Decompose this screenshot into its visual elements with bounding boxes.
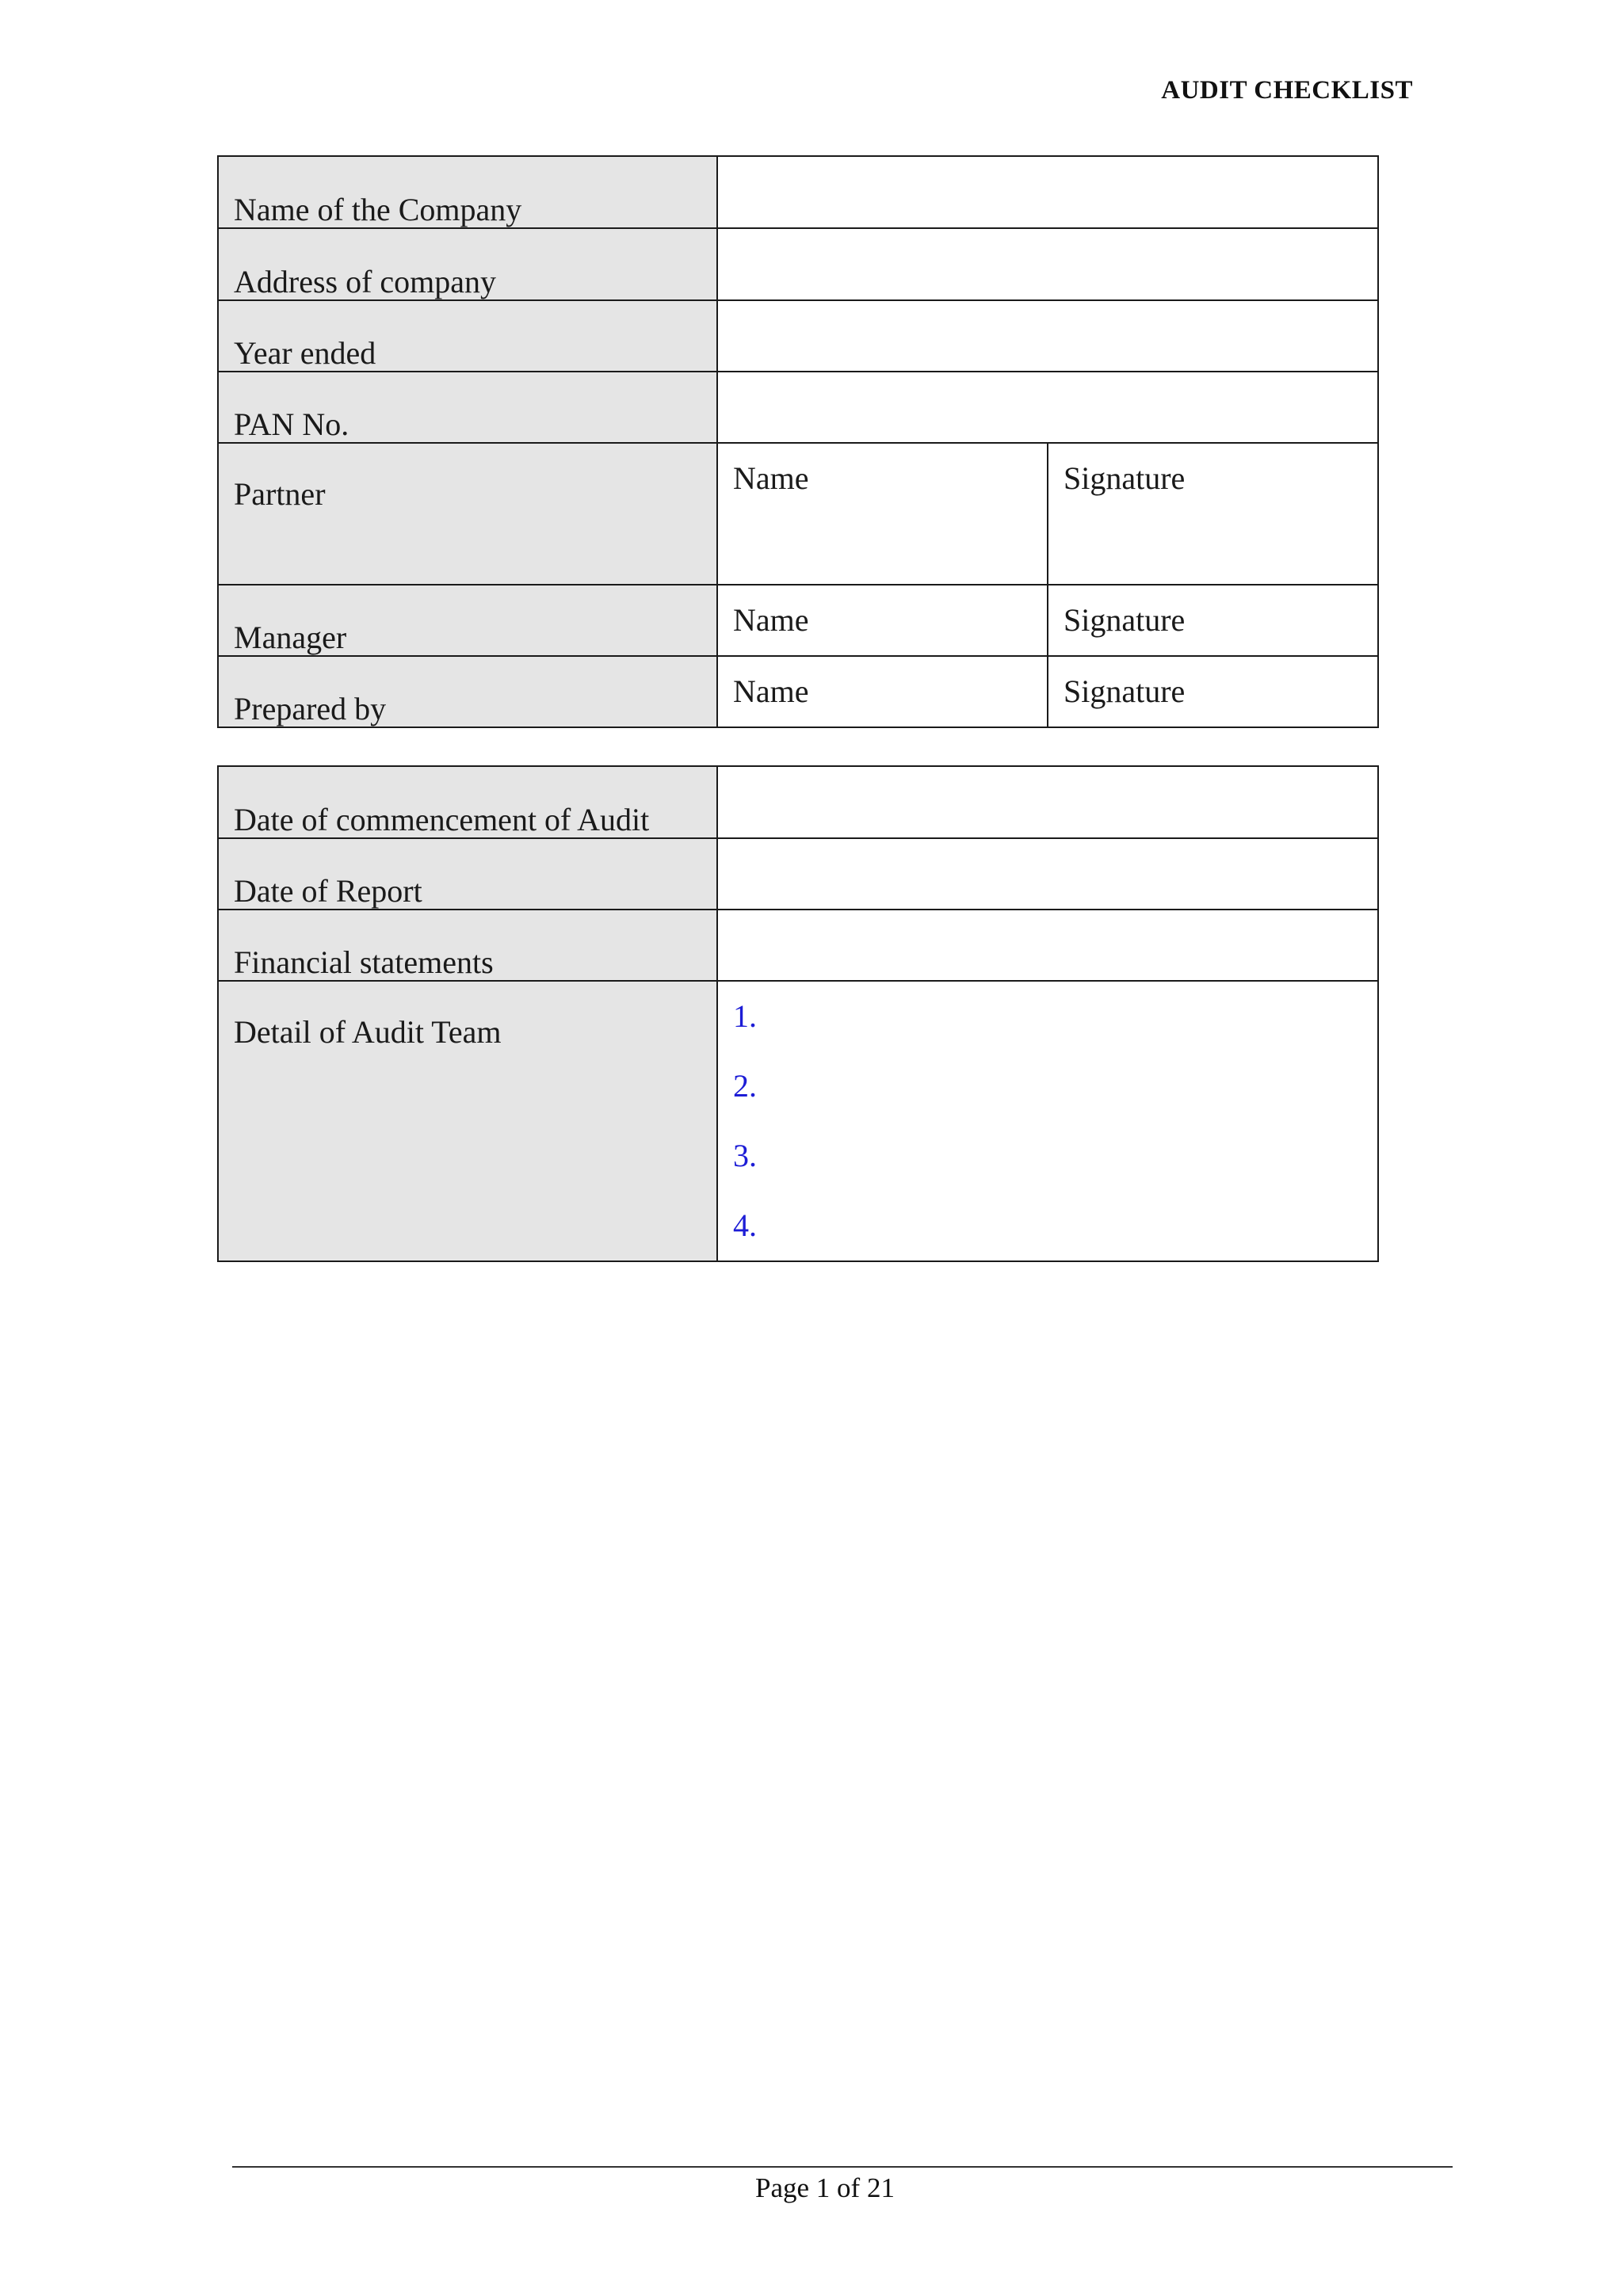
manager-label: Manager bbox=[218, 585, 717, 656]
table-row bbox=[218, 656, 1378, 727]
table-row bbox=[218, 910, 1378, 981]
manager-name-field[interactable]: Name bbox=[717, 585, 1048, 656]
audit-team-member[interactable]: 3. bbox=[733, 1138, 757, 1173]
partner-name-field[interactable]: Name bbox=[717, 443, 1048, 585]
audit-team-member[interactable]: 4. bbox=[733, 1207, 757, 1243]
pan-number-label: PAN No. bbox=[218, 372, 717, 443]
audit-team-member[interactable]: 1. bbox=[733, 998, 757, 1034]
table-row bbox=[218, 300, 1378, 372]
manager-signature-field[interactable]: Signature bbox=[1048, 585, 1378, 656]
document-title: AUDIT CHECKLIST bbox=[1161, 76, 1413, 105]
table-row bbox=[218, 372, 1378, 443]
partner-label: Partner bbox=[218, 443, 717, 585]
partner-signature-field[interactable]: Signature bbox=[1048, 443, 1378, 585]
prepared-by-label: Prepared by bbox=[218, 656, 717, 727]
company-details-table bbox=[217, 155, 1379, 728]
prepared-by-name-field[interactable]: Name bbox=[717, 656, 1048, 727]
table-row bbox=[218, 981, 1378, 1261]
audit-details-table bbox=[217, 765, 1379, 1262]
company-name-label: Name of the Company bbox=[218, 156, 717, 228]
table-row bbox=[218, 766, 1378, 838]
table-row bbox=[218, 156, 1378, 228]
commencement-date-label: Date of commencement of Audit bbox=[218, 766, 717, 838]
report-date-label: Date of Report bbox=[218, 838, 717, 910]
company-address-field[interactable] bbox=[717, 228, 1378, 300]
audit-team-field[interactable] bbox=[717, 981, 1378, 1261]
table-row bbox=[218, 443, 1378, 585]
report-date-field[interactable] bbox=[717, 838, 1378, 910]
company-address-label: Address of company bbox=[218, 228, 717, 300]
year-ended-label: Year ended bbox=[218, 300, 717, 372]
audit-team-member[interactable]: 2. bbox=[733, 1068, 757, 1104]
table-row bbox=[218, 228, 1378, 300]
financial-statements-field[interactable] bbox=[717, 910, 1378, 981]
company-name-field[interactable] bbox=[717, 156, 1378, 228]
financial-statements-label: Financial statements bbox=[218, 910, 717, 981]
pan-number-field[interactable] bbox=[717, 372, 1378, 443]
footer-divider bbox=[232, 2166, 1453, 2168]
page-number: Page 1 of 21 bbox=[755, 2172, 895, 2203]
audit-team-label: Detail of Audit Team bbox=[218, 981, 717, 1261]
commencement-date-field[interactable] bbox=[717, 766, 1378, 838]
prepared-by-signature-field[interactable]: Signature bbox=[1048, 656, 1378, 727]
audit-team-list bbox=[733, 982, 1377, 1261]
year-ended-field[interactable] bbox=[717, 300, 1378, 372]
table-row bbox=[218, 585, 1378, 656]
table-row bbox=[218, 838, 1378, 910]
